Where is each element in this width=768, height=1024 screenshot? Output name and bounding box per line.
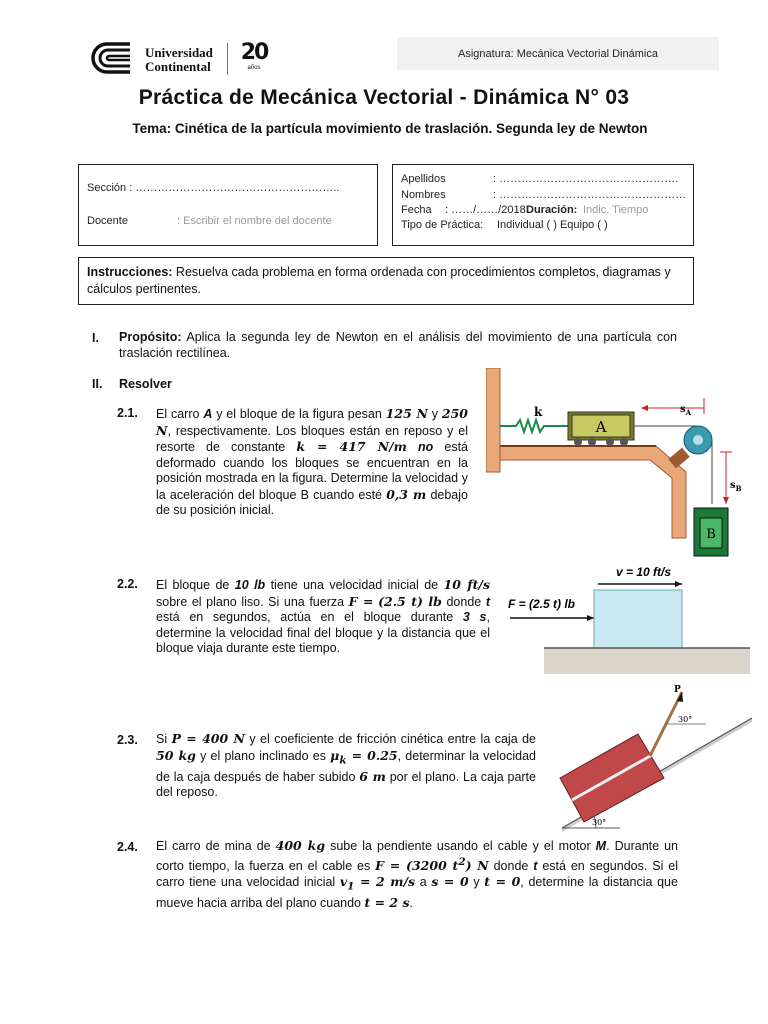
p-label: P <box>674 685 681 695</box>
problem-2-1-number: 2.1. <box>117 406 138 420</box>
problem-2-3-number: 2.3. <box>117 733 138 747</box>
purpose-number: I. <box>92 331 99 345</box>
teacher-label: Docente <box>87 215 128 227</box>
student-info-box <box>392 164 694 246</box>
problem-2-4-text: El carro de mina de 400 kg sube la pendiente usando el cable y el motor M. Durante un corto tiempo, la fuerza en el cable es F = (3200 $t^2$) N donde t está en segundos. Si el carro tiene una velocidad inicial $v_1 = 2$ m/s a s = 0 y t = 0, determine la distancia que mueve hacia arriba del plano cuando t = 2 s. <box>156 838 679 911</box>
problem-2-3-text: Si P = 400 N y el coeficiente de fricción cinética entre la caja de 50 kg y el plano inclinado es $\mu_k = 0.25$, determinar la velocidad de la caja después de haber subido 6 m por el plano. La caja parte del reposo. <box>156 731 537 799</box>
names-field[interactable]: : …………………………………………… <box>493 189 687 201</box>
problem-2-1-text: El carro A y el bloque de la figura pesan 125 N y 250 N, respectivamente. Los bloques están en reposo y el resorte de constante k = 417 N/m no está deformado cuando los bloques se encuentran en la posición mostrada en la figura. Determine la velocidad y la aceleración del bloque B cuando esté 0,3 m debajo de su posición inicial. <box>156 406 468 517</box>
section-row <box>87 182 339 194</box>
date-field[interactable]: : ……/……/2018 <box>445 204 526 216</box>
surname-field[interactable]: : …………………………………………. <box>493 173 679 185</box>
block-b-label: B <box>706 527 716 542</box>
logo-divider <box>227 43 228 75</box>
teacher-field[interactable]: : Escribir el nombre del docente <box>177 215 332 227</box>
instructions-text: Resuelva cada problema en forma ordenada con procedimientos completos, diagramas y cálculos pertinentes. <box>87 265 671 296</box>
solve-number: II. <box>92 377 103 391</box>
duration-field[interactable]: Indic. Tiempo <box>583 204 649 216</box>
problem-2-4-number: 2.4. <box>117 840 138 854</box>
subject-banner <box>397 37 719 70</box>
sa-label: $s_A$ <box>680 404 692 417</box>
instructions-label: Instrucciones: <box>87 265 173 279</box>
purpose-label: Propósito: <box>119 330 182 344</box>
instructions <box>87 264 687 298</box>
problem-2-2-text: El bloque de 10 lb tiene una velocidad inicial de 10 ft/s sobre el plano liso. Si una fuerza F = (2.5 t) lb donde t está en segundos, actúa en el bloque durante 3 s, determine la velocidad final del bloque y la distancia que el bloque viaja durante este tiempo. <box>156 577 490 655</box>
angle-bottom-label: 30° <box>592 818 607 827</box>
figure-block-force <box>506 562 750 680</box>
page-topic: Tema: Cinética de la partícula movimiento de traslación. Segunda ley de Newton <box>132 121 648 136</box>
section-field[interactable]: ……………………………………………….. <box>135 182 340 194</box>
duration-label: Duración: <box>526 204 578 216</box>
instructions-box <box>78 257 694 305</box>
university-name-line1: Universidad <box>145 45 213 60</box>
surname-label: Apellidos <box>401 173 446 185</box>
date-label: Fecha <box>401 204 432 216</box>
figure-crate-incline <box>556 682 756 834</box>
angle-top-label: 30° <box>678 715 693 724</box>
anniversary-number: 20 <box>240 40 268 65</box>
velocity-label: v = 10 ft/s <box>616 565 672 579</box>
purpose-text: Aplica la segunda ley de Newton en el análisis del movimiento de una partícula con traslación rectilínea. <box>119 330 677 360</box>
spring-label: k <box>534 405 543 419</box>
names-label: Nombres <box>401 189 446 201</box>
section-label: Sección : <box>87 182 133 194</box>
university-name-line2: Continental <box>145 59 211 74</box>
figure-cart-pulley <box>486 368 742 562</box>
block-a-label: A <box>595 418 607 436</box>
university-name <box>145 46 213 74</box>
problem-2-2-number: 2.2. <box>117 577 138 591</box>
solve-label: Resolver <box>119 377 172 391</box>
university-logo <box>90 41 136 75</box>
practice-type-label: Tipo de Práctica: <box>401 219 484 231</box>
subject-text: Asignatura: Mecánica Vectorial Dinámica <box>458 47 658 60</box>
section-teacher-box <box>78 164 378 246</box>
anniversary-word: años <box>247 65 261 71</box>
page-title: Práctica de Mecánica Vectorial - Dinámica N° 03 <box>138 86 630 109</box>
practice-type-options[interactable]: Individual ( ) Equipo ( ) <box>497 219 608 231</box>
force-label: F = (2.5 t) lb <box>508 597 576 611</box>
purpose-paragraph <box>119 330 677 361</box>
sb-label: $s_B$ <box>730 480 742 493</box>
anniversary-logo <box>236 42 272 76</box>
